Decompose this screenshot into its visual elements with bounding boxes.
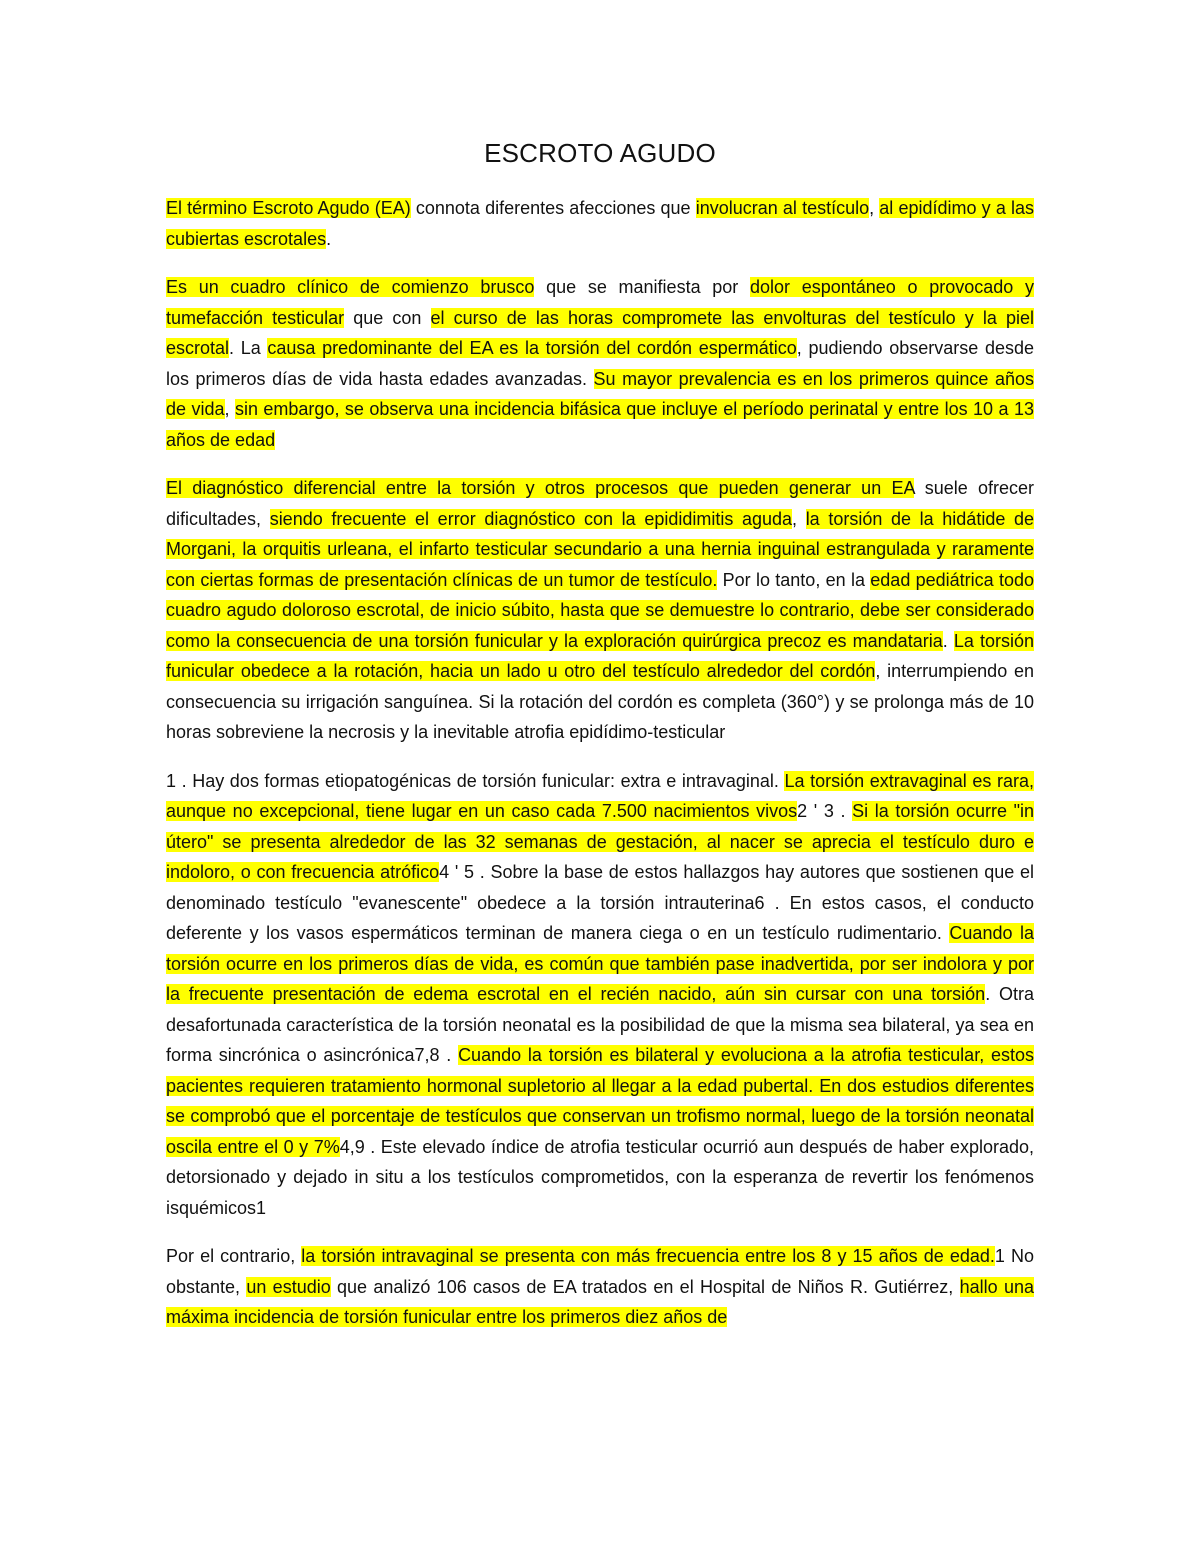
highlighted-text: siendo frecuente el error diagnóstico con la epididimitis aguda [269, 508, 793, 529]
highlighted-text: Su mayor prevalencia es en los primeros quince años de vida [166, 368, 1034, 419]
body-text: . Otra desafortunada característica de la torsión neonatal es la posibilidad de que la misma sea bilateral, ya sea en forma sincrónica o asincrónica7,8 . [166, 984, 1034, 1065]
highlighted-text: un estudio [246, 1276, 331, 1297]
highlighted-text: Cuando la torsión ocurre en los primeros días de vida, es común que también pase inadvertida, por ser indolora y por la frecuente presentación de edema escrotal en el recién nacido, aún sin cursar con una torsión [166, 923, 1034, 1004]
document-title: ESCROTO AGUDO [484, 138, 716, 168]
paragraph-5 [166, 1241, 1034, 1333]
highlighted-text: Si la torsión ocurre "in útero" se presenta alrededor de las 32 semanas de gestación, al nacer se aprecia el testículo duro e indoloro, o con frecuencia atrófico [166, 801, 1034, 882]
highlighted-text: Es un cuadro clínico de comienzo brusco [166, 277, 535, 297]
body-text: suele ofrecer dificultades, [166, 478, 1034, 529]
body-text: , [224, 399, 235, 419]
body-text: . La [229, 338, 268, 358]
document-body [166, 193, 1034, 1333]
paragraph-2 [166, 272, 1034, 455]
paragraph-1 [166, 193, 1034, 254]
body-text: Por el contrario, [166, 1246, 302, 1266]
paragraph-4 [166, 766, 1034, 1224]
body-text: , [792, 508, 806, 529]
body-text: , pudiendo observarse desde los primeros días de vida hasta edades avanzadas. [166, 338, 1034, 389]
body-text: que analizó 106 casos de EA tratados en el Hospital de Niños R. Gutiérrez, [330, 1276, 960, 1297]
highlighted-text: la torsión de la hidátide de Morgani, la orquitis urleana, el infarto testicular secundario a una hernia inguinal estrangulada y raramente con ciertas formas de presentación clínicas de un tumor de testículo. [166, 508, 1034, 590]
highlighted-text: Cuando la torsión es bilateral y evoluciona a la atrofia testicular, estos pacientes requieren tratamiento hormonal supletorio al llegar a la edad pubertal. En dos estudios diferentes se comprobó que el porcentaje de testículos que conservan un trofismo normal, luego de la torsión neonatal oscila entre el 0 y 7% [166, 1045, 1035, 1157]
body-text: 1 . Hay dos formas etiopatogénicas de torsión funicular: extra e intravaginal. [166, 770, 785, 791]
body-text: 1 No obstante, [166, 1246, 1034, 1297]
highlighted-text: El término Escroto Agudo (EA) [166, 198, 411, 218]
highlighted-text: El diagnóstico diferencial entre la torsión y otros procesos que pueden generar un EA [166, 478, 915, 498]
body-text: 2 ' 3 . [797, 801, 853, 821]
highlighted-text: dolor espontáneo o provocado y tumefacción testicular [166, 277, 1034, 328]
body-text: 4 ' 5 . Sobre la base de estos hallazgos hay autores que sostienen que el denominado testículo "evanescente" obedece a la torsión intrauterina6 . En estos casos, el conducto deferente y los vasos espermáticos terminan de manera ciega o en un testículo rudimentario. [166, 862, 1034, 943]
highlighted-text: sin embargo, se observa una incidencia bifásica que incluye el período perinatal y entre los 10 a 13 años de edad [166, 399, 1034, 450]
highlighted-text: la torsión intravaginal se presenta con más frecuencia entre los 8 y 15 años de edad. [301, 1246, 995, 1266]
document-page [166, 138, 1034, 1351]
body-text: que se manifiesta por [534, 277, 750, 297]
highlighted-text: La torsión extravaginal es rara, aunque no excepcional, tiene lugar en un caso cada 7.500 nacimientos vivos [166, 770, 1034, 821]
body-text: Por lo tanto, en la [717, 569, 871, 590]
body-text: , [869, 198, 880, 218]
highlighted-text: al epidídimo y a las cubiertas escrotales [166, 198, 1034, 249]
highlighted-text: La torsión funicular obedece a la rotación, hacia un lado u otro del testículo alrededor del cordón [166, 630, 1034, 681]
paragraph-3 [166, 473, 1034, 748]
body-text: . [326, 228, 332, 249]
highlighted-text: involucran al testículo [695, 198, 870, 218]
body-text: 4,9 . Este elevado índice de atrofia testicular ocurrió aun después de haber explorado, detorsionado y dejado in situ a los testículos comprometidos, con la esperanza de revertir los fenómenos isquémicos1 [166, 1136, 1034, 1218]
body-text: que con [344, 307, 431, 328]
highlighted-text: edad pediátrica todo cuadro agudo doloroso escrotal, de inicio súbito, hasta que se demuestre lo contrario, debe ser considerado como la consecuencia de una torsión funicular y la exploración quirúrgica precoz es mandataria [166, 569, 1035, 651]
highlighted-text: causa predominante del EA es la torsión del cordón espermático [267, 338, 797, 358]
body-text: connota diferentes afecciones que [410, 198, 696, 218]
body-text: , interrumpiendo en consecuencia su irrigación sanguínea. Si la rotación del cordón es completa (360°) y se prolonga más de 10 horas sobreviene la necrosis y la inevitable atrofia epidídimo-testicular [166, 661, 1035, 742]
body-text: . [942, 630, 954, 651]
highlighted-text: hallo una máxima incidencia de torsión funicular entre los primeros diez años de [166, 1276, 1034, 1327]
highlighted-text: el curso de las horas compromete las envolturas del testículo y la piel escrotal [166, 307, 1035, 358]
